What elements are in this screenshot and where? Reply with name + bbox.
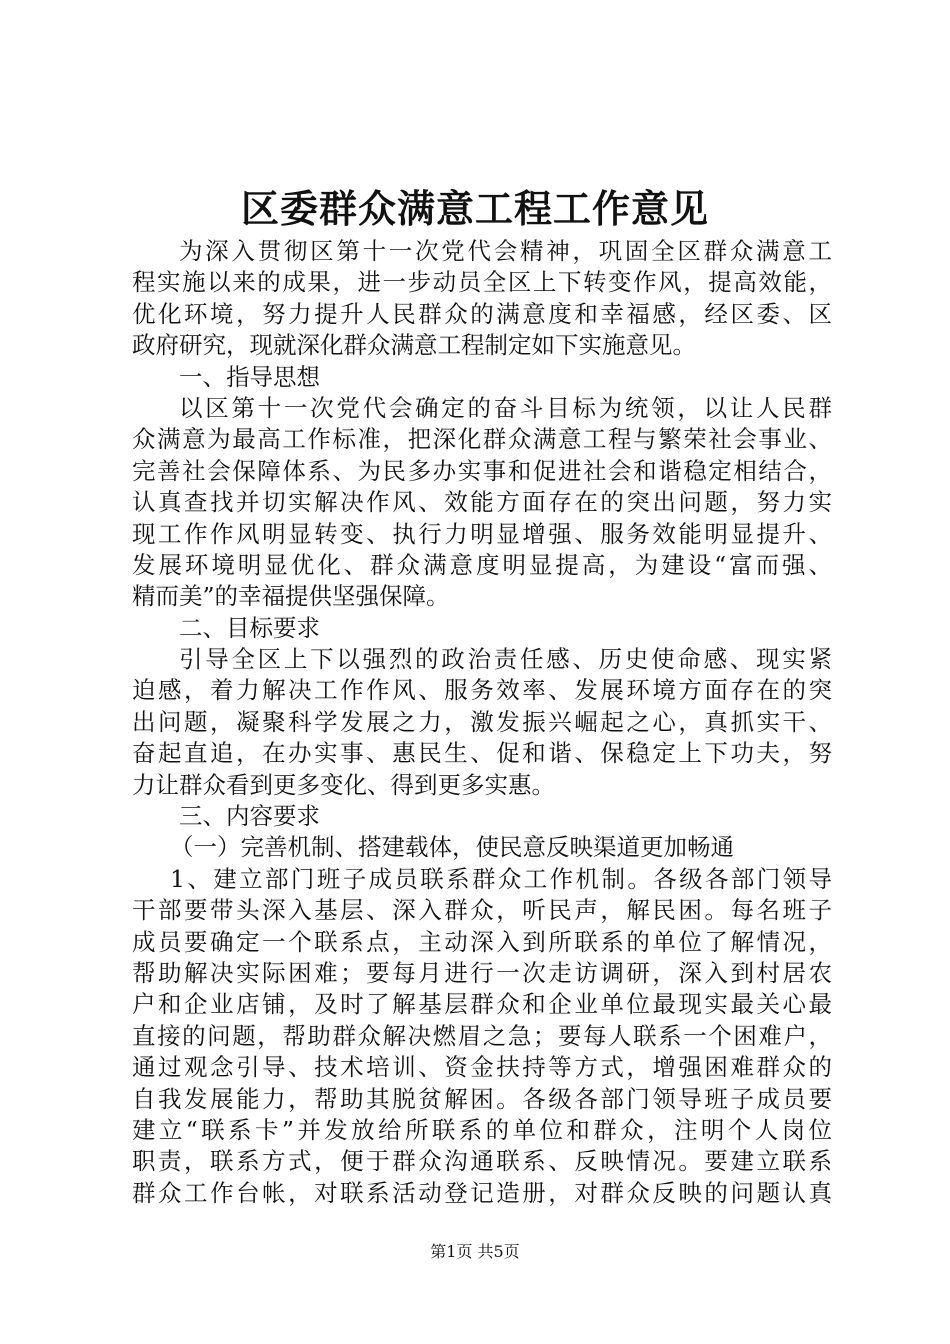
paragraph-line: 建立“联系卡”并发放给所联系的单位和群众，注明个人岗位 <box>132 1115 832 1144</box>
document-body <box>132 236 832 1209</box>
paragraph-line: 以区第十一次党代会确定的奋斗目标为统领，以让人民群 <box>179 393 832 422</box>
paragraph-line: 直接的问题，帮助群众解决燃眉之急；要每人联系一个困难户， <box>132 1021 832 1050</box>
paragraph-line: 精而美”的幸福提供坚强保障。 <box>132 582 450 611</box>
paragraph-line: 现工作作风明显转变、执行力明显增强、服务效能明显提升、 <box>132 519 832 548</box>
paragraph-line: 出问题，凝聚科学发展之力，激发振兴崛起之心，真抓实干、 <box>132 707 832 736</box>
paragraph-line: 众满意为最高工作标准，把深化群众满意工程与繁荣社会事业、 <box>132 425 832 454</box>
paragraph-line: 帮助解决实际困难；要每月进行一次走访调研，深入到村居农 <box>132 958 832 987</box>
paragraph-line: 自我发展能力，帮助其脱贫解困。各级各部门领导班子成员要 <box>132 1084 832 1113</box>
paragraph-line: 完善社会保障体系、为民多办实事和促进社会和谐稳定相结合， <box>132 456 832 485</box>
paragraph-line: 力让群众看到更多变化、得到更多实惠。 <box>132 770 555 799</box>
paragraph-line: 通过观念引导、技术培训、资金扶持等方式，增强困难群众的 <box>132 1053 832 1082</box>
section-heading: 二、目标要求 <box>179 613 320 642</box>
paragraph-line: 户和企业店铺，及时了解基层群众和企业单位最现实最关心最 <box>132 990 832 1019</box>
section-heading: 一、指导思想 <box>179 362 320 391</box>
paragraph-line: 为深入贯彻区第十一次党代会精神，巩固全区群众满意工 <box>179 237 832 265</box>
paragraph-line: 优化环境，努力提升人民群众的满意度和幸福感，经区委、区 <box>132 299 832 328</box>
subsection-heading: （一）完善机制、搭建载体，使民意反映渠道更加畅通 <box>170 833 734 862</box>
paragraph-line: 程实施以来的成果，进一步动员全区上下转变作风，提高效能， <box>132 268 832 297</box>
paragraph-line: 政府研究，现就深化群众满意工程制定如下实施意见。 <box>132 331 696 360</box>
section-heading: 三、内容要求 <box>179 802 320 831</box>
paragraph-line: 迫感，着力解决工作作风、服务效率、发展环境方面存在的突 <box>132 676 832 705</box>
paragraph-line: 引导全区上下以强烈的政治责任感、历史使命感、现实紧 <box>179 645 832 674</box>
paragraph-line: 成员要确定一个联系点，主动深入到所联系的单位了解情况， <box>132 927 832 956</box>
paragraph-line: 干部要带头深入基层、深入群众，听民声，解民困。每名班子 <box>132 896 832 925</box>
paragraph-line: 1、建立部门班子成员联系群众工作机制。各级各部门领导 <box>170 864 832 893</box>
paragraph-line: 发展环境明显优化、群众满意度明显提高，为建设“富而强、 <box>132 550 832 579</box>
paragraph-line: 奋起直追，在办实事、惠民生、促和谐、保稳定上下功夫，努 <box>132 739 832 768</box>
paragraph-line: 群众工作台帐，对联系活动登记造册，对群众反映的问题认真 <box>132 1178 832 1207</box>
document-title: 区委群众满意工程工作意见 <box>240 186 709 231</box>
paragraph-line: 职责，联系方式，便于群众沟通联系、反映情况。要建立联系 <box>132 1147 832 1176</box>
page-footer: 第1页 共5页 <box>430 1242 520 1261</box>
paragraph-line: 认真查找并切实解决作风、效能方面存在的突出问题，努力实 <box>132 488 832 517</box>
